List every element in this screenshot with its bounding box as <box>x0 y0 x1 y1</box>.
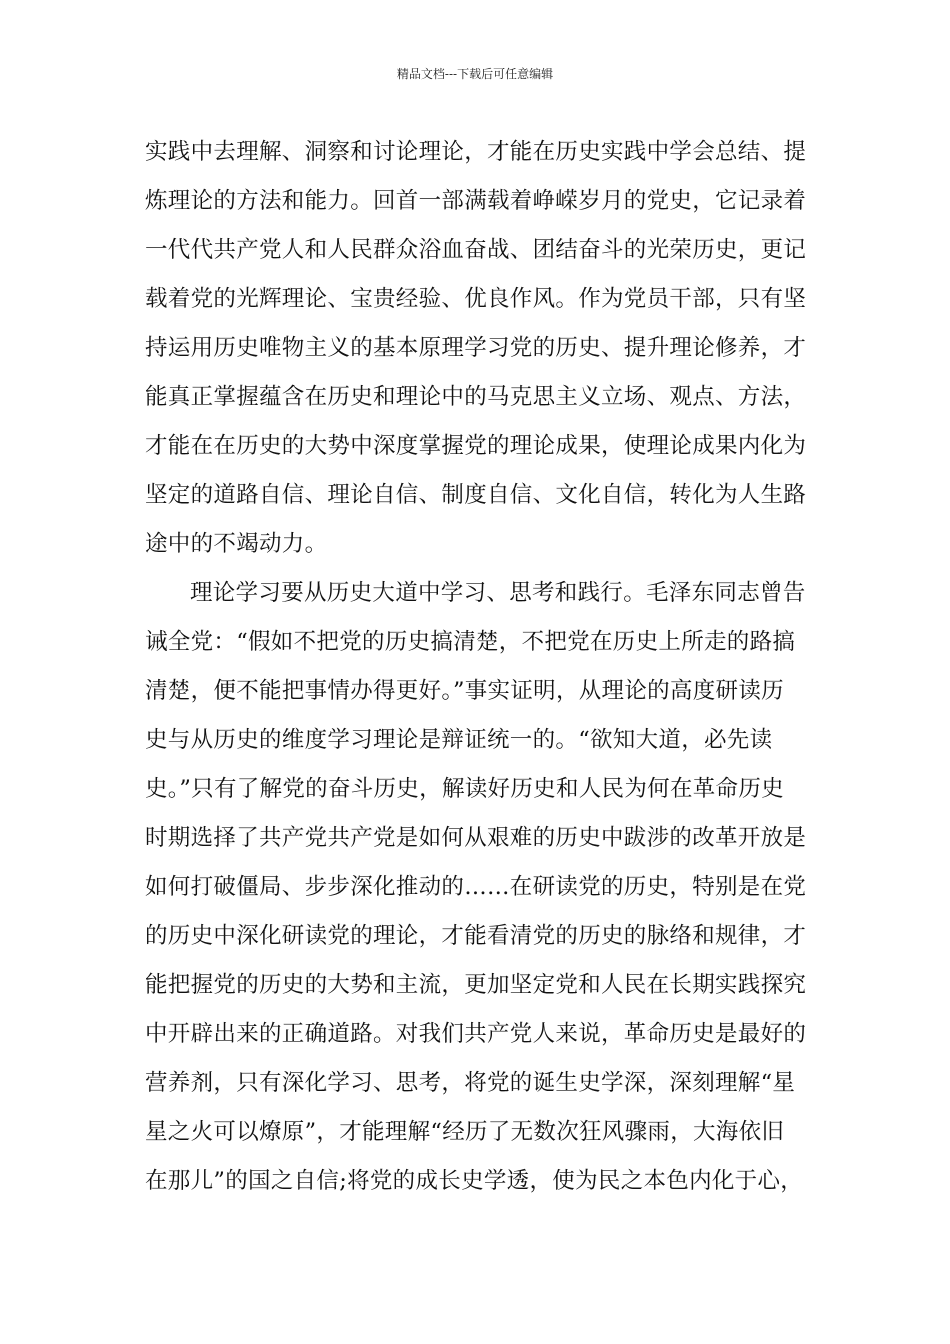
text-line: 如何打破僵局、步步深化推动的……在研读党的历史，特别是在党 <box>145 874 807 900</box>
paragraph-1 <box>145 128 810 569</box>
text-line: 星之火可以燎原”，才能理解“经历了无数次狂风骤雨，大海依旧 <box>145 1119 785 1145</box>
text-line: 在那儿”的国之自信;将党的成长史学透，使为民之本色内化于心， <box>145 1168 804 1194</box>
text-line: 营养剂，只有深化学习、思考，将党的诞生史学深，深刻理解“星 <box>145 1070 796 1096</box>
text-line-indented: 理论学习要从历史大道中学习、思考和践行。毛泽东同志曾告 <box>190 580 806 606</box>
text-line: 史与从历史的维度学习理论是辩证统一的。“欲知大道，必先读 <box>145 727 773 753</box>
text-line: 途中的不竭动力。 <box>145 531 328 557</box>
text-line: 持运用历史唯物主义的基本原理学习党的历史、提升理论修养，才 <box>145 335 807 361</box>
text-line: 诫全党：“假如不把党的历史搞清楚，不把党在历史上所走的路搞 <box>145 629 796 655</box>
text-line: 能把握党的历史的大势和主流，更加坚定党和人民在长期实践探究 <box>145 972 807 998</box>
text-line: 时期选择了共产党共产党是如何从艰难的历史中跋涉的改革开放是 <box>145 825 807 851</box>
text-line: 炼理论的方法和能力。回首一部满载着峥嵘岁月的党史，它记录着 <box>145 188 807 214</box>
page-header: 精品文档---下载后可任意编辑 <box>396 67 554 81</box>
text-line: 史。”只有了解党的奋斗历史，解读好历史和人民为何在革命历史 <box>145 776 784 802</box>
paragraph-2 <box>145 569 810 1206</box>
text-line: 一代代共产党人和人民群众浴血奋战、团结奋斗的光荣历史，更记 <box>145 237 807 263</box>
text-line: 清楚，便不能把事情办得更好。”事实证明，从理论的高度研读历 <box>145 678 784 704</box>
document-body <box>145 128 810 1206</box>
text-line: 载着党的光辉理论、宝贵经验、优良作风。作为党员干部，只有坚 <box>145 286 807 312</box>
text-line: 的历史中深化研读党的理论，才能看清党的历史的脉络和规律，才 <box>145 923 807 949</box>
text-line: 实践中去理解、洞察和讨论理论，才能在历史实践中学会总结、提 <box>145 139 807 165</box>
text-line: 才能在在历史的大势中深度掌握党的理论成果，使理论成果内化为 <box>145 433 807 459</box>
text-line: 中开辟出来的正确道路。对我们共产党人来说，革命历史是最好的 <box>145 1021 807 1047</box>
text-line: 坚定的道路自信、理论自信、制度自信、文化自信，转化为人生路 <box>145 482 807 508</box>
text-line: 能真正掌握蕴含在历史和理论中的马克思主义立场、观点、方法， <box>145 384 807 410</box>
